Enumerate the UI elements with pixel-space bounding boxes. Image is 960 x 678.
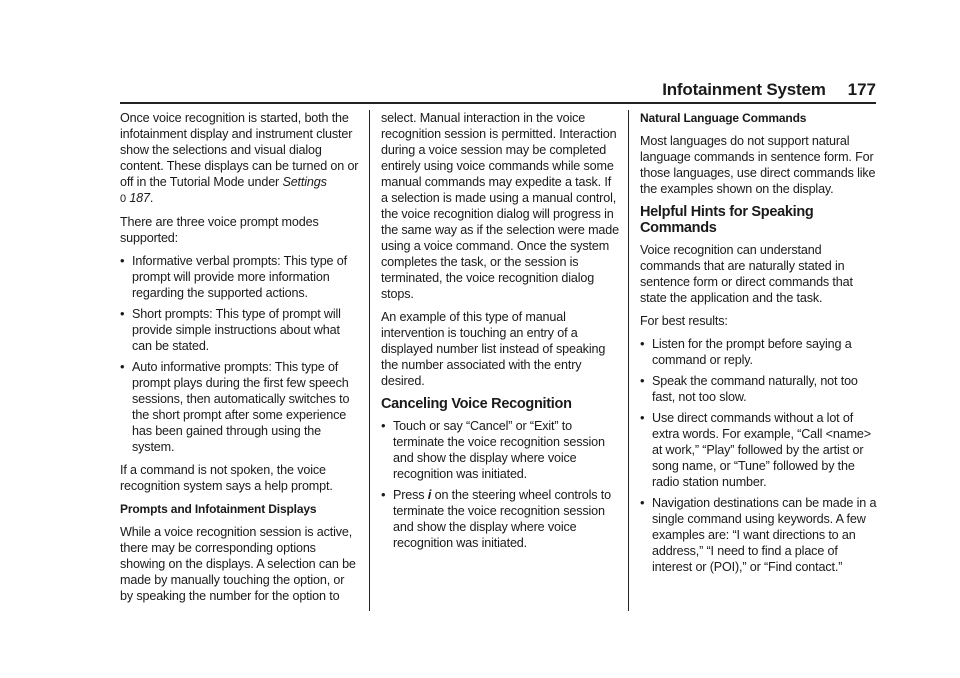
list-item: • Short prompts: This type of prompt will provide simple instructions about what can be stated. [120, 306, 360, 354]
col3-paragraph-2: Voice recognition can understand commands that are naturally stated in sentence form or direct commands that state the application and the task. [640, 243, 853, 305]
col1-subhead: Prompts and Infotainment Displays [120, 502, 317, 516]
prompt-modes-list [120, 253, 360, 455]
column-3 [640, 110, 880, 582]
column-divider-1 [369, 110, 370, 611]
col1-paragraph-2: There are three voice prompt modes supported: [120, 215, 319, 245]
col3-paragraph-1: Most languages do not support natural language commands in sentence form. For those languages, use direct commands like the examples shown on the display. [640, 134, 876, 196]
best-results-list [640, 336, 880, 575]
header-rule [120, 102, 876, 104]
col3-subhead: Natural Language Commands [640, 111, 807, 125]
canceling-list [381, 418, 619, 551]
list-item: • Speak the command naturally, not too fast, not too slow. [640, 373, 880, 405]
list-item [381, 487, 619, 551]
bullet2-pre: Press [393, 488, 428, 502]
list-item: • Auto informative prompts: This type of prompt plays during the first few speech sessions, then automatically switches to the short prompt after some experience has been gained through using the system. [120, 359, 360, 455]
list-item: • Use direct commands without a lot of extra words. For example, “Call <name> at work,” “Play” followed by the artist or song name, or “Tune” followed by the radio station number. [640, 410, 880, 490]
page-number: 177 [847, 80, 876, 99]
col1-paragraph-3: If a command is not spoken, the voice recognition system says a help prompt. [120, 463, 333, 493]
col2-paragraph-1: select. Manual interaction in the voice recognition session is permitted. Interaction during a voice session may be completed entirely using voice commands while some manual commands may expedite a task. If a selection is made using a manual control, the voice recognition dialog will progress in the same way as if the selection were made using a voice command. Once the system completes the task, or the session is terminated, the voice recognition dialog stops. [381, 111, 619, 301]
voice-command-icon: i [427, 487, 432, 502]
section-title: Infotainment System [662, 80, 826, 99]
col2-paragraph-2: An example of this type of manual intervention is touching an entry of a displayed number list instead of speaking the number associated with the entry desired. [381, 310, 606, 388]
list-item: • Touch or say “Cancel” or “Exit” to terminate the voice recognition session and show the display where voice recognition was initiated. [381, 418, 619, 482]
page-ref-icon: 0 [120, 193, 126, 205]
page-ref-link[interactable]: 187 [129, 191, 150, 205]
list-item: • Listen for the prompt before saying a command or reply. [640, 336, 880, 368]
helpful-hints-heading: Helpful Hints for Speaking Commands [640, 204, 814, 236]
settings-ref: Settings [282, 175, 327, 189]
column-1 [120, 110, 360, 611]
col3-paragraph-3: For best results: [640, 314, 728, 328]
bullet2-post: on the steering wheel controls to terminate the voice recognition session and show the display where voice recognition was initiated. [393, 488, 611, 550]
column-divider-2 [628, 110, 629, 611]
col1-p1-text: Once voice recognition is started, both the infotainment display and instrument cluster show the selections and visual dialog content. These displays can be turned on or off in the Tutorial Mode under [120, 111, 359, 189]
list-item: • Informative verbal prompts: This type of prompt will provide more information regarding the supported actions. [120, 253, 360, 301]
list-item: • Navigation destinations can be made in a single command using keywords. A few examples are: “I want directions to an address,” “I need to find a place of interest or (POI),” or “Find contact.” [640, 495, 880, 575]
canceling-heading: Canceling Voice Recognition [381, 396, 572, 412]
page-header [662, 80, 876, 100]
col1-paragraph-4: While a voice recognition session is active, there may be corresponding options showing on the displays. A selection can be made by manually touching the option, or by speaking the number for the option to [120, 525, 356, 603]
column-2 [381, 110, 619, 558]
col1-paragraph-1: Once voice recognition is started, both the infotainment display and instrument cluster show the selections and visual dialog content. These displays can be turned on or off in the Tutorial Mode under Settings 0 187. [120, 111, 359, 205]
